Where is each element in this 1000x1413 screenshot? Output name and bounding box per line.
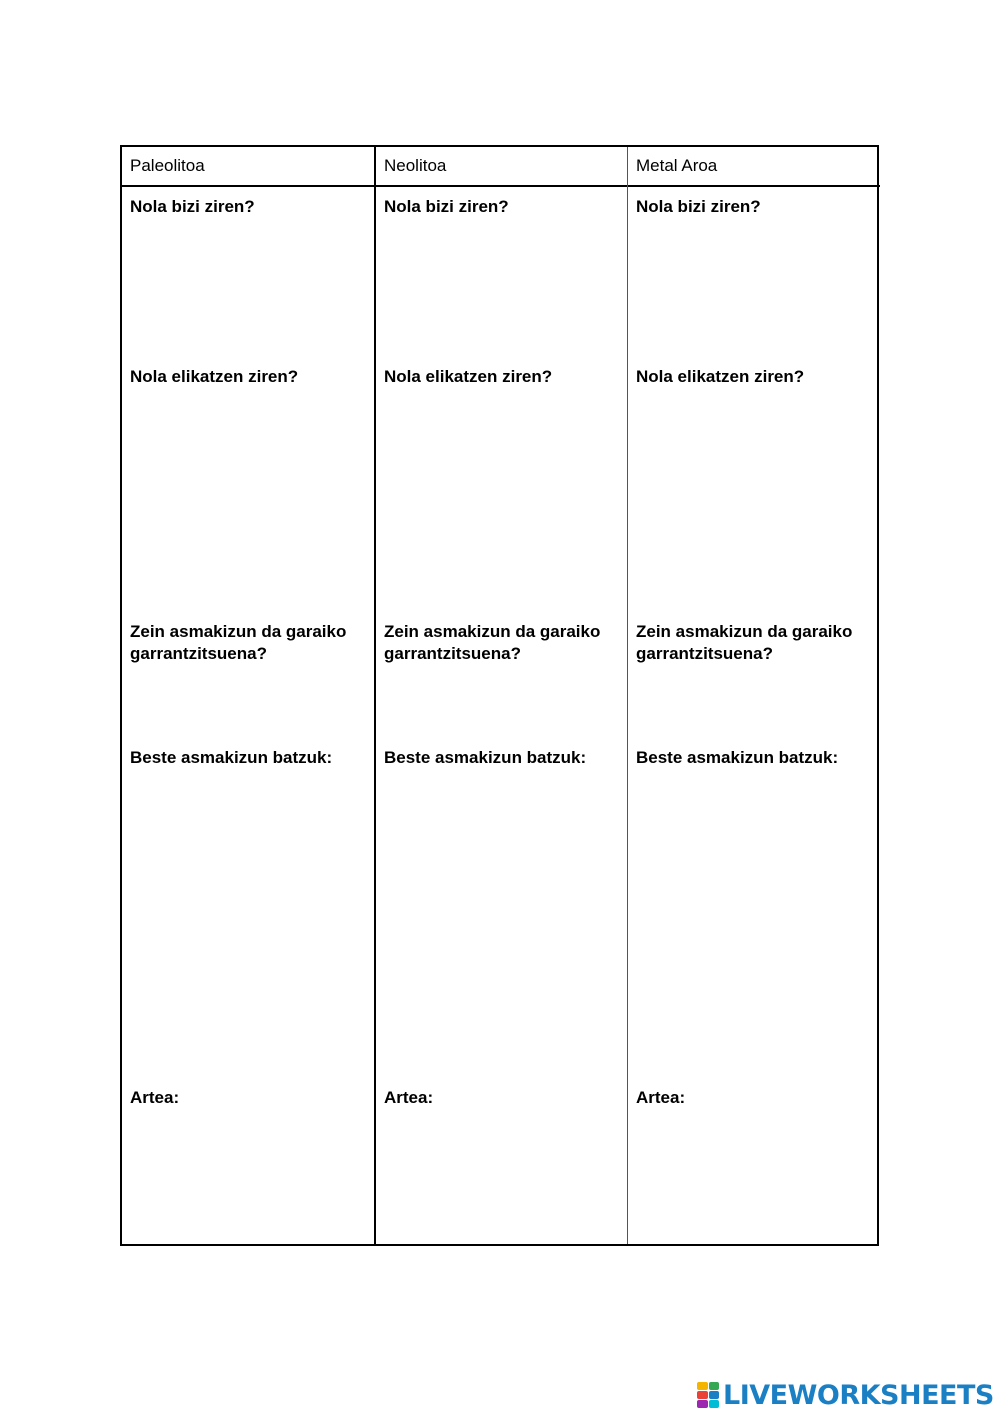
liveworksheets-logo [697, 1378, 994, 1412]
question-how-lived: Nola bizi ziren? [384, 197, 509, 216]
column-neolitoa [374, 147, 627, 1244]
logo-square [697, 1391, 708, 1399]
logo-square [709, 1400, 720, 1408]
question-main-invention: Zein asmakizun da garaiko garrantzitsuena? [130, 622, 347, 663]
question-art: Artea: [636, 1088, 686, 1107]
question-art: Artea: [130, 1088, 180, 1107]
question-other-inventions: Beste asmakizun batzuk: [636, 748, 839, 767]
question-art: Artea: [384, 1088, 434, 1107]
logo-square [709, 1382, 720, 1390]
column-header: Paleolitoa [122, 147, 375, 187]
column-header: Neolitoa [376, 147, 627, 187]
column-metal-aroa [627, 147, 880, 1244]
question-main-invention: Zein asmakizun da garaiko garrantzitsuena? [384, 622, 601, 663]
logo-text: LIVEWORKSHEETS [723, 1379, 994, 1411]
question-main-invention: Zein asmakizun da garaiko garrantzitsuena? [636, 622, 853, 663]
worksheet-table [120, 145, 879, 1246]
logo-square [709, 1391, 720, 1399]
question-how-lived: Nola bizi ziren? [636, 197, 761, 216]
column-paleolitoa [122, 147, 375, 1244]
question-how-fed: Nola elikatzen ziren? [636, 367, 805, 386]
question-other-inventions: Beste asmakizun batzuk: [130, 748, 333, 767]
question-how-fed: Nola elikatzen ziren? [384, 367, 553, 386]
logo-square [697, 1400, 708, 1408]
logo-square [697, 1382, 708, 1390]
column-header: Metal Aroa [628, 147, 880, 187]
question-how-fed: Nola elikatzen ziren? [130, 367, 299, 386]
liveworksheets-logo-icon [697, 1382, 719, 1408]
question-how-lived: Nola bizi ziren? [130, 197, 255, 216]
question-other-inventions: Beste asmakizun batzuk: [384, 748, 587, 767]
